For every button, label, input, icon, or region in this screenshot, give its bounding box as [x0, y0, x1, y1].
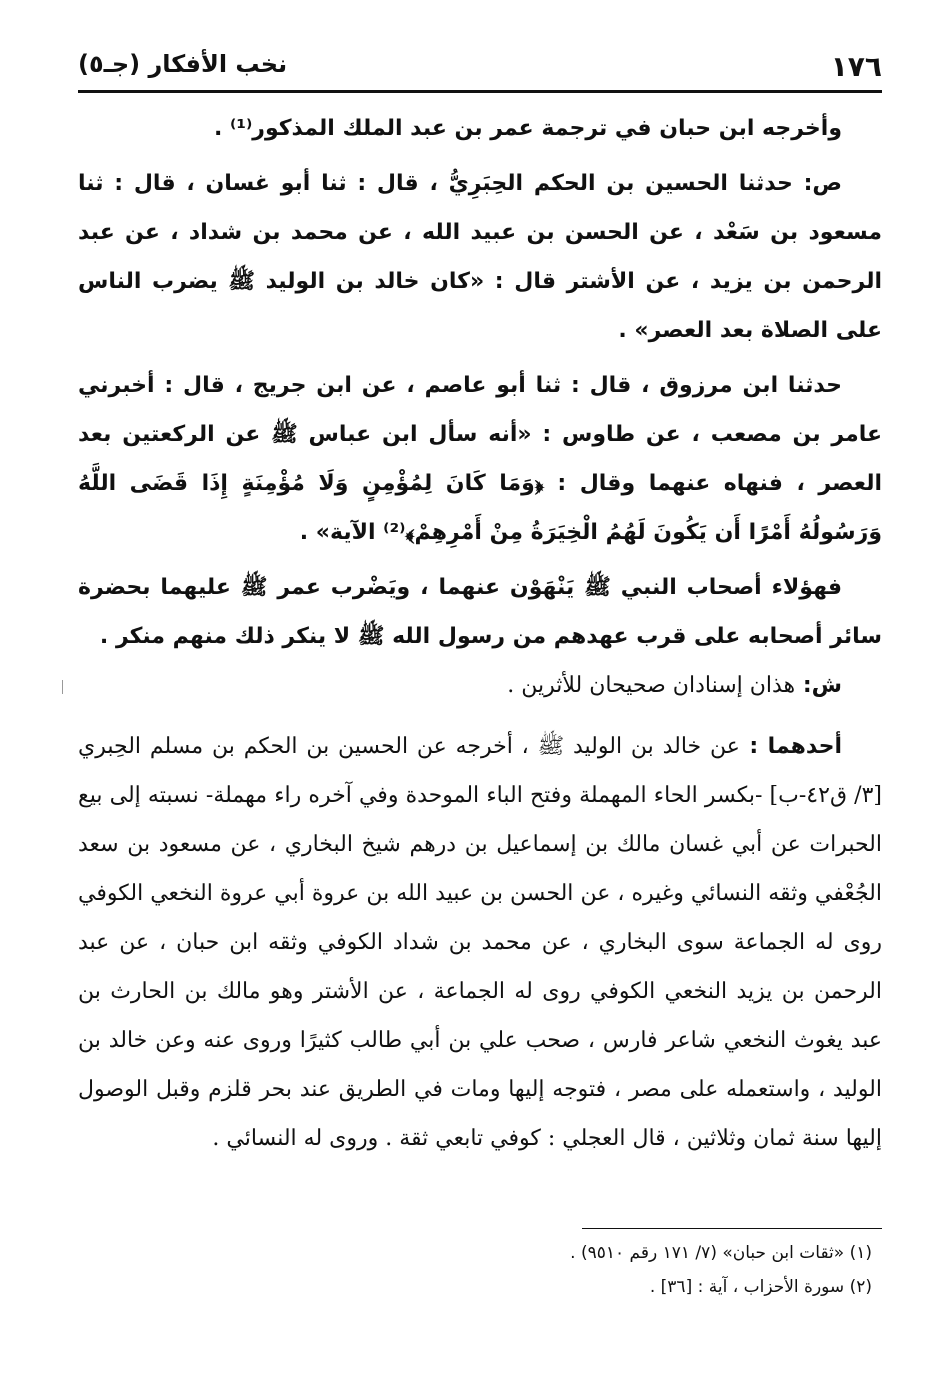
paragraph-text: فهؤلاء أصحاب النبي ﷺ يَنْهَوْن عنهما ، ويَضْرب عمر ﷺ عليهما بحضرة سائر أصحابه على قرب عهدهم من رسول الله ﷺ لا ينكر ذلك منهم منكر .	[78, 575, 882, 649]
paragraph-label: أحدهما :	[739, 734, 843, 759]
main-text	[78, 104, 882, 1163]
margin-mark	[62, 680, 63, 694]
paragraph-text: حدثنا ابن مرزوق ، قال : ثنا أبو عاصم ، عن ابن جريج ، قال : أخبرني عامر بن مصعب ، عن طاوس : «أنه سأل ابن عباس ﷺ عن الركعتين بعد العصر ، فنهاه عنهما وقال : ﴿وَمَا كَانَ لِمُؤْمِنٍ وَلَا مُؤْمِنَةٍ إِذَا قَضَى اللَّهُ وَرَسُولُهُ أَمْرًا أَن يَكُونَ لَهُمُ الْخِيَرَةُ مِنْ أَمْرِهِمْ﴾⁽²⁾ الآية» .	[78, 373, 882, 545]
footnote-rule	[582, 1228, 882, 1229]
footnotes	[78, 1236, 882, 1304]
page-number: ١٧٦	[830, 50, 882, 83]
paragraph-shin	[78, 661, 882, 710]
footnote-1: (١) «ثقات ابن حبان» (٧/ ١٧١ رقم ٩٥١٠) .	[570, 1243, 872, 1263]
paragraph-text: هذان إسنادان صحيحان للأثرين .	[507, 673, 796, 698]
header-rule	[78, 90, 882, 93]
paragraph-label: ص:	[792, 171, 842, 196]
paragraph-commentary	[78, 722, 882, 1163]
paragraph-text: حدثنا الحسين بن الحكم الحِبَرِيُّ ، قال : ثنا أبو غسان ، قال : ثنا مسعود بن سَعْد ، عن الحسن بن عبيد الله ، عن محمد بن شداد ، عن عبد الرحمن بن يزيد ، عن الأشتر قال : «كان خالد بن الوليد ﷺ يضرب الناس على الصلاة بعد العصر» .	[78, 171, 882, 343]
paragraph-ibn-hibban	[78, 104, 882, 153]
footnote-2: (٢) سورة الأحزاب ، آية : [٣٦] .	[649, 1277, 872, 1297]
paragraph-sad-1	[78, 159, 882, 355]
page-header	[78, 46, 882, 86]
paragraph-text: عن خالد بن الوليد ﷺ ، أخرجه عن الحسين بن الحكم بن مسلم الحِبري [٣/ ق٤٢-ب] -بكسر الحاء المهملة وفتح الباء الموحدة وفي آخره راء مهملة- نسبته إلى بيع الحبرات عن أبي غسان مالك بن إسماعيل بن درهم شيخ البخاري ، عن مسعود بن سعد الجُعْفي وثقه النسائي وغيره ، عن الحسن بن عبيد الله بن عروة أبي عروة النخعي الكوفي روى له الجماعة سوى البخاري ، عن محمد بن شداد الكوفي وثقه ابن حبان ، عن عبد الرحمن بن يزيد النخعي الكوفي روى له الجماعة ، عن الأشتر وهو مالك بن الحارث بن عبد يغوث النخعي شاعر فارس ، صحب علي بن أبي طالب كثيرًا وروى عنه وعن خالد بن الوليد ، واستعمله على مصر ، فتوجه إليها ومات في الطريق عند بحر قلزم وقبل الوصول إليها سنة ثمان وثلاثين ، قال العجلي : كوفي تابعي ثقة . وروى له النسائي .	[78, 734, 882, 1151]
paragraph-summary	[78, 563, 882, 661]
paragraph-sad-2	[78, 361, 882, 557]
paragraph-label: ش:	[795, 673, 842, 698]
paragraph-text: وأخرجه ابن حبان في ترجمة عمر بن عبد الملك المذكور⁽¹⁾ .	[213, 116, 842, 141]
running-title: نخب الأفكار (جـ٥)	[78, 50, 288, 78]
